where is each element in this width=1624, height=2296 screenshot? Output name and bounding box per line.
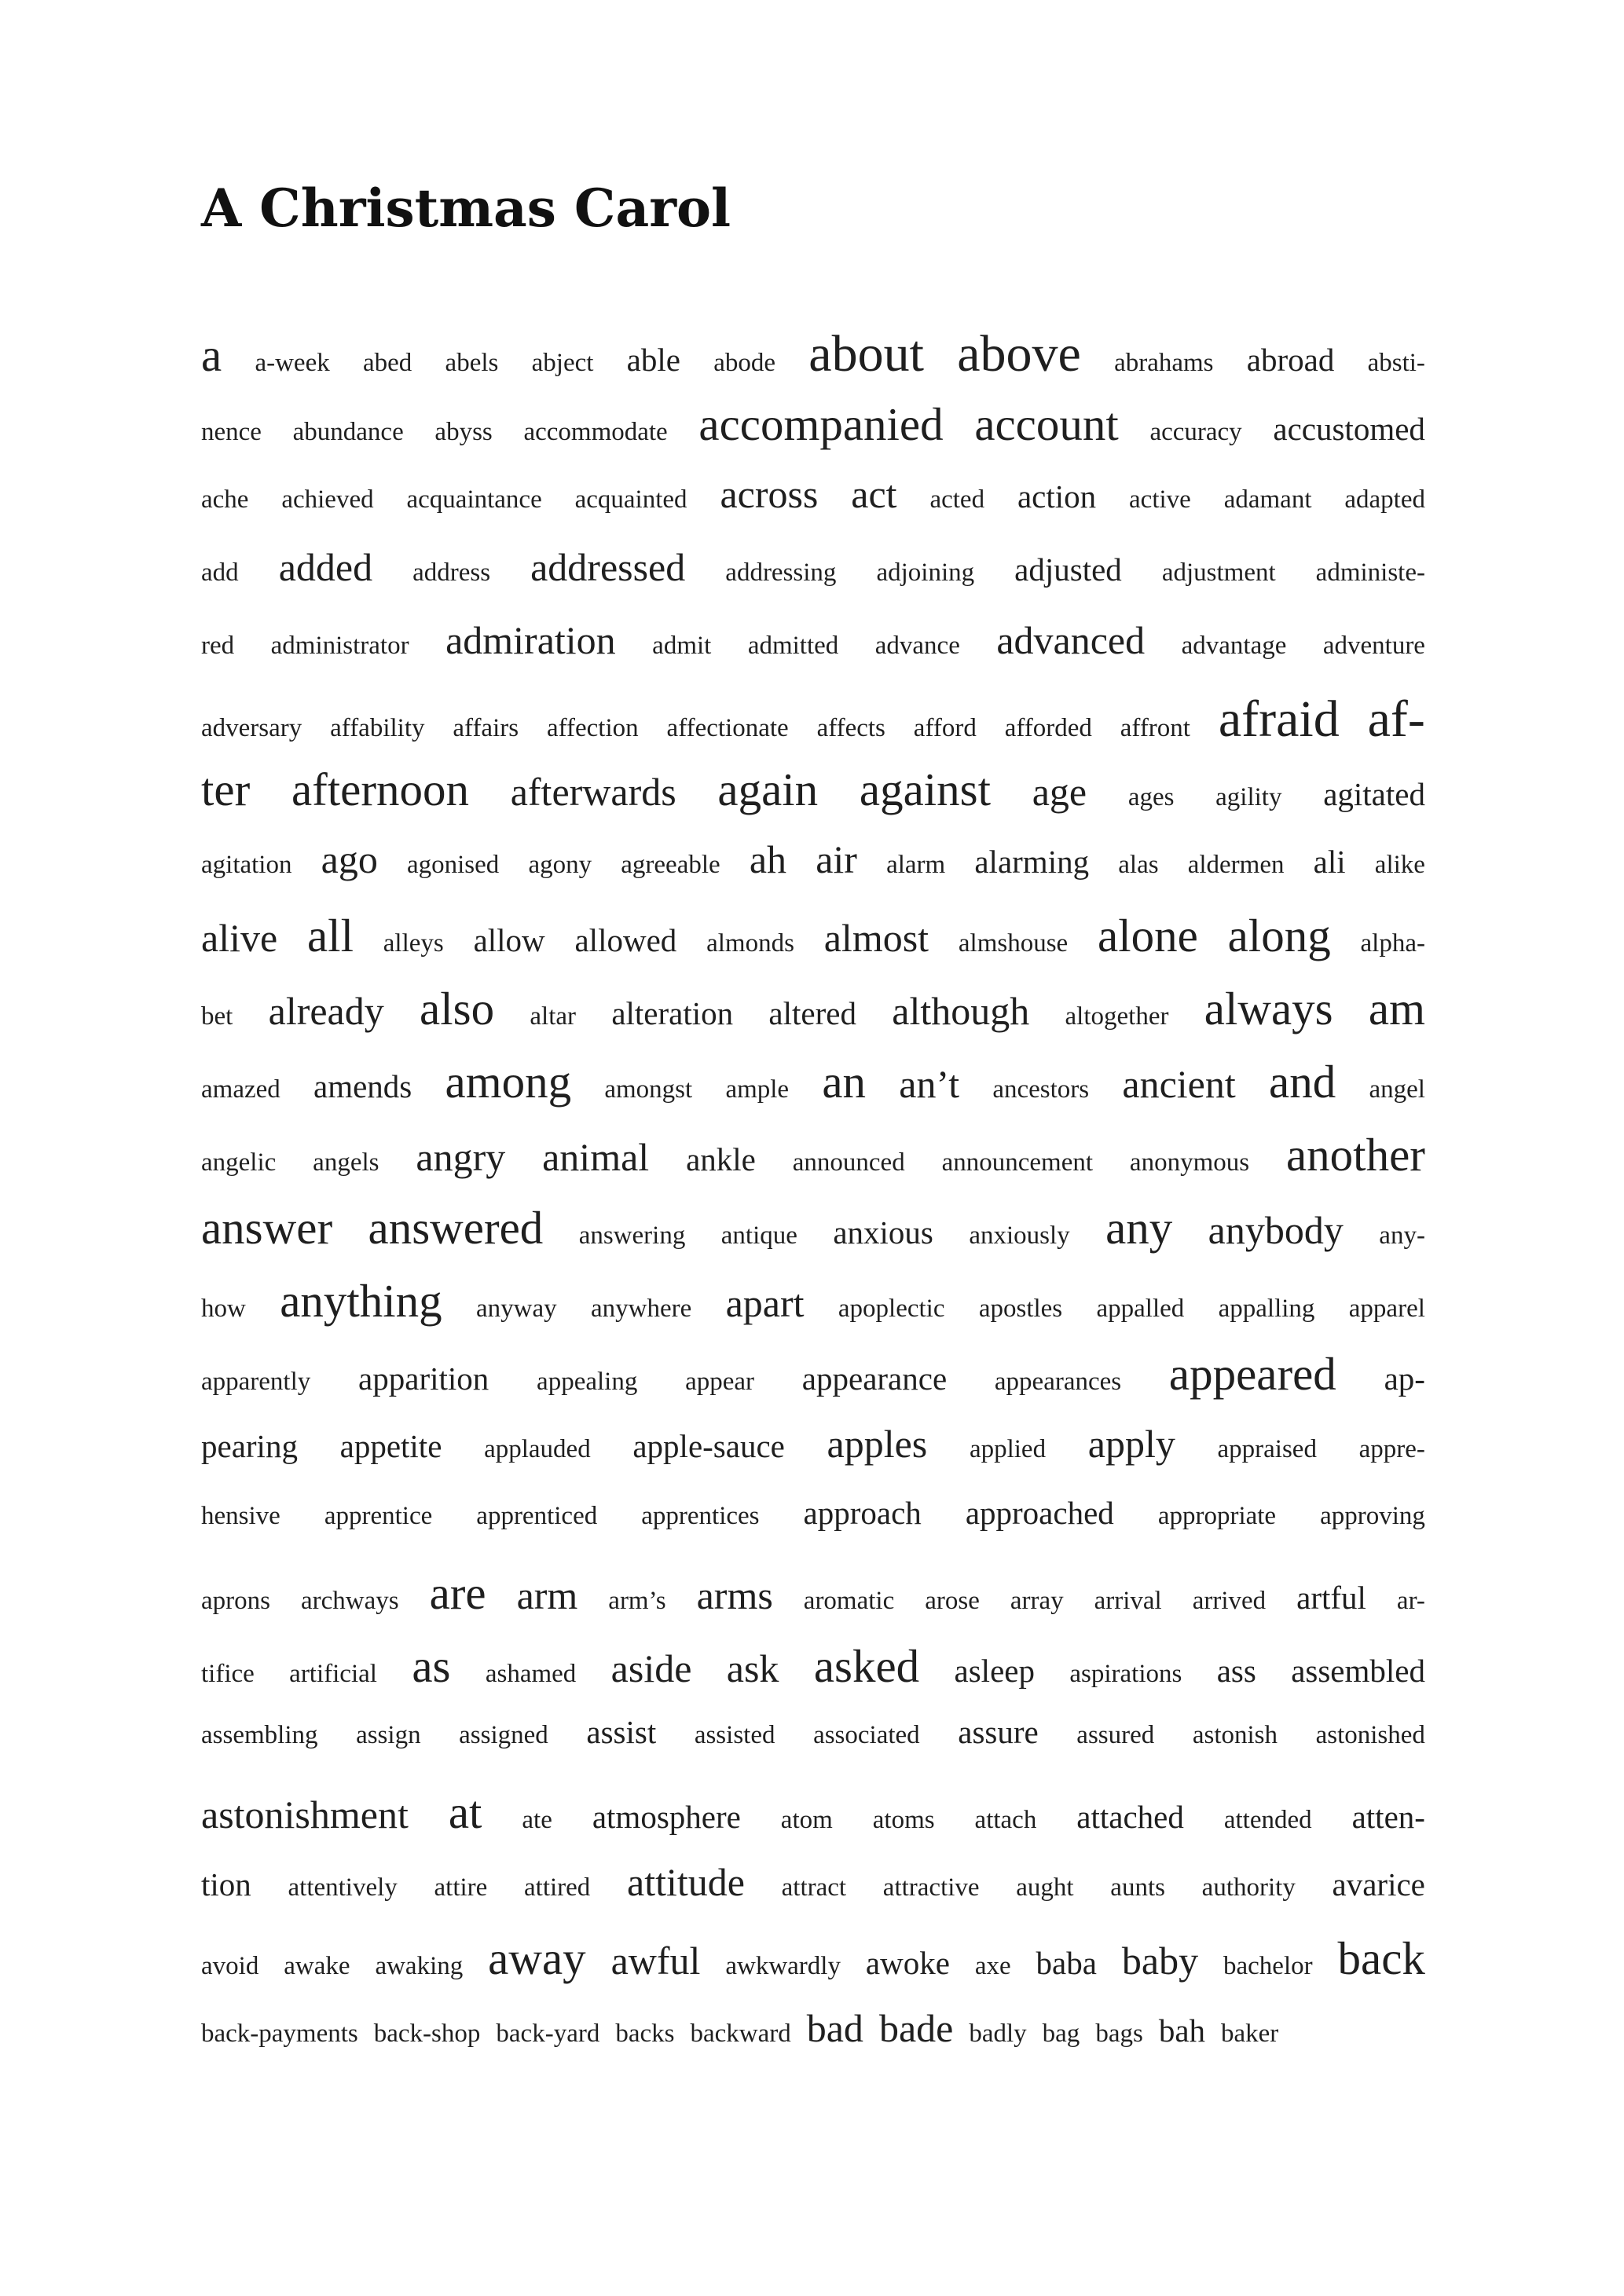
cloud-word: backs bbox=[615, 2020, 675, 2048]
cloud-word: bachelor bbox=[1223, 1952, 1313, 1980]
cloud-word: arm bbox=[516, 1573, 578, 1617]
cloud-word: adventure bbox=[1322, 632, 1425, 660]
cloud-word: tion bbox=[201, 1866, 251, 1902]
cloud-word: affront bbox=[1120, 714, 1190, 742]
cloud-word: adjustment bbox=[1161, 558, 1276, 587]
cloud-word: attentively bbox=[288, 1873, 398, 1902]
word-line bbox=[201, 1862, 1425, 1935]
word-line bbox=[201, 1640, 1425, 1716]
cloud-word: ter bbox=[201, 764, 251, 815]
cloud-word: attitude bbox=[627, 1860, 745, 1904]
cloud-word: afforded bbox=[1004, 714, 1092, 742]
cloud-word: altar bbox=[530, 1002, 577, 1031]
cloud-word: a bbox=[201, 329, 222, 381]
cloud-word: backward bbox=[690, 2020, 791, 2048]
cloud-word: aromatic bbox=[803, 1587, 895, 1615]
cloud-word: aught bbox=[1016, 1873, 1074, 1902]
cloud-word: any bbox=[1105, 1202, 1173, 1254]
cloud-word: aunts bbox=[1110, 1873, 1165, 1902]
cloud-word: assure bbox=[958, 1714, 1039, 1750]
cloud-word: alarming bbox=[974, 844, 1090, 880]
cloud-word: admitted bbox=[747, 632, 839, 660]
cloud-word: archways bbox=[300, 1587, 399, 1615]
cloud-word: angelic bbox=[201, 1148, 277, 1177]
cloud-word: adapted bbox=[1344, 485, 1425, 514]
cloud-word: away bbox=[488, 1932, 586, 1984]
cloud-word: an bbox=[822, 1056, 867, 1108]
cloud-word: again bbox=[717, 764, 819, 815]
cloud-word: appear bbox=[685, 1368, 755, 1396]
cloud-word: another bbox=[1285, 1129, 1425, 1181]
cloud-word: assign bbox=[356, 1721, 421, 1749]
cloud-word: a-week bbox=[255, 349, 330, 377]
cloud-word: among bbox=[445, 1056, 572, 1108]
cloud-word: already bbox=[268, 989, 384, 1033]
cloud-word: answered bbox=[368, 1202, 544, 1254]
cloud-word: adamant bbox=[1223, 485, 1312, 514]
cloud-word: administrator bbox=[270, 632, 409, 660]
cloud-word: although bbox=[892, 989, 1030, 1033]
cloud-word: array bbox=[1010, 1587, 1064, 1615]
cloud-word: action bbox=[1017, 478, 1097, 514]
cloud-word: an’t bbox=[899, 1062, 960, 1106]
cloud-word: anywhere bbox=[591, 1294, 692, 1323]
cloud-word: ages bbox=[1127, 783, 1175, 811]
cloud-word: abundance bbox=[292, 418, 404, 446]
word-line bbox=[201, 547, 1425, 621]
cloud-word: awaking bbox=[375, 1952, 464, 1980]
cloud-word: are bbox=[429, 1567, 486, 1619]
cloud-word: avarice bbox=[1332, 1866, 1425, 1902]
cloud-word: accompanied bbox=[698, 398, 944, 450]
cloud-word: announcement bbox=[941, 1148, 1094, 1177]
cloud-word: amends bbox=[313, 1068, 412, 1104]
cloud-word: almost bbox=[823, 916, 929, 960]
cloud-word: answer bbox=[201, 1202, 333, 1254]
cloud-word: red bbox=[201, 632, 235, 660]
cloud-word: abode bbox=[713, 349, 776, 377]
cloud-word: addressed bbox=[530, 545, 686, 589]
cloud-word: arrived bbox=[1192, 1587, 1267, 1615]
cloud-word: arose bbox=[925, 1587, 980, 1615]
cloud-word: arms bbox=[696, 1573, 773, 1617]
cloud-word: arm’s bbox=[608, 1587, 666, 1615]
cloud-word: assembling bbox=[201, 1721, 318, 1749]
cloud-word: acquainted bbox=[574, 485, 687, 514]
cloud-word: hensive bbox=[201, 1502, 280, 1530]
cloud-word: artful bbox=[1296, 1580, 1366, 1616]
cloud-word: ancient bbox=[1122, 1062, 1236, 1106]
word-line bbox=[201, 618, 1425, 694]
word-line bbox=[201, 837, 1425, 913]
word-line bbox=[201, 910, 1425, 986]
cloud-word: bag bbox=[1042, 2020, 1080, 2048]
word-line bbox=[201, 983, 1425, 1059]
cloud-word: age bbox=[1032, 770, 1087, 814]
cloud-word: agony bbox=[528, 851, 592, 879]
cloud-word: back bbox=[1337, 1932, 1425, 1984]
cloud-word: appropriate bbox=[1157, 1502, 1277, 1530]
cloud-word: added bbox=[278, 545, 373, 589]
cloud-word: and bbox=[1269, 1056, 1336, 1108]
cloud-word: admit bbox=[652, 632, 712, 660]
cloud-word: astonishment bbox=[201, 1792, 409, 1836]
cloud-word: along bbox=[1227, 910, 1331, 961]
cloud-word: affectionate bbox=[666, 714, 789, 742]
cloud-word: atmosphere bbox=[592, 1799, 741, 1835]
cloud-word: at bbox=[448, 1786, 482, 1838]
cloud-word: nence bbox=[201, 418, 262, 446]
cloud-word: ankle bbox=[686, 1141, 756, 1177]
cloud-word: apple-sauce bbox=[632, 1428, 785, 1464]
cloud-word: accommodate bbox=[523, 418, 668, 446]
cloud-word: abed bbox=[362, 349, 412, 377]
cloud-word: abroad bbox=[1246, 342, 1335, 378]
cloud-word: accuracy bbox=[1149, 418, 1242, 446]
word-line bbox=[201, 1348, 1425, 1424]
cloud-word: air bbox=[816, 837, 857, 881]
cloud-word: also bbox=[420, 983, 495, 1034]
word-line bbox=[201, 1716, 1425, 1789]
cloud-word: adjusted bbox=[1014, 551, 1122, 588]
cloud-word: bad bbox=[806, 2006, 863, 2050]
cloud-word: atoms bbox=[872, 1806, 935, 1834]
cloud-word: bet bbox=[201, 1002, 233, 1031]
cloud-word: ample bbox=[725, 1075, 790, 1104]
cloud-word: apart bbox=[725, 1281, 805, 1325]
cloud-word: alleys bbox=[383, 929, 444, 958]
cloud-word: across bbox=[720, 472, 819, 516]
cloud-word: anxious bbox=[833, 1214, 933, 1251]
cloud-word: bah bbox=[1158, 2012, 1206, 2049]
cloud-word: abrahams bbox=[1114, 349, 1214, 377]
cloud-word: applauded bbox=[484, 1435, 591, 1463]
cloud-word: agitation bbox=[201, 851, 292, 879]
cloud-word: almshouse bbox=[958, 929, 1069, 958]
cloud-word: add bbox=[201, 558, 239, 587]
cloud-word: acted bbox=[929, 485, 985, 514]
cloud-word: abject bbox=[531, 349, 594, 377]
cloud-word: all bbox=[306, 910, 354, 961]
cloud-word: ask bbox=[726, 1646, 779, 1690]
cloud-word: absti- bbox=[1367, 349, 1425, 377]
word-line bbox=[201, 1275, 1425, 1351]
cloud-word: agreeable bbox=[621, 851, 720, 879]
cloud-word: assist bbox=[586, 1714, 657, 1750]
cloud-word: act bbox=[851, 472, 897, 516]
cloud-word: apprenticed bbox=[476, 1502, 598, 1530]
cloud-word: alone bbox=[1098, 910, 1198, 961]
cloud-word: atom bbox=[780, 1806, 833, 1834]
cloud-word: afford bbox=[913, 714, 977, 742]
cloud-word: ali bbox=[1313, 844, 1346, 880]
cloud-word: ache bbox=[201, 485, 249, 514]
cloud-word: afternoon bbox=[291, 764, 469, 815]
cloud-word: alive bbox=[201, 916, 278, 960]
cloud-word: apparition bbox=[358, 1360, 489, 1397]
cloud-word: appalling bbox=[1218, 1294, 1315, 1323]
cloud-word: appearances bbox=[994, 1368, 1122, 1396]
cloud-word: back-payments bbox=[201, 2020, 358, 2048]
cloud-word: always bbox=[1204, 983, 1333, 1034]
cloud-word: tifice bbox=[201, 1660, 255, 1688]
cloud-word: ancestors bbox=[992, 1075, 1090, 1104]
cloud-word: against bbox=[859, 764, 992, 815]
cloud-word: astonished bbox=[1315, 1721, 1425, 1749]
cloud-word: appealing bbox=[537, 1368, 638, 1396]
cloud-word: advanced bbox=[996, 618, 1146, 662]
cloud-word: addressing bbox=[725, 558, 837, 587]
cloud-word: appalled bbox=[1096, 1294, 1185, 1323]
cloud-word: ago bbox=[321, 837, 378, 881]
cloud-word: authority bbox=[1201, 1873, 1296, 1902]
word-line bbox=[201, 398, 1425, 474]
word-line bbox=[201, 1202, 1425, 1278]
cloud-word: attractive bbox=[882, 1873, 980, 1902]
cloud-word: atten- bbox=[1351, 1799, 1425, 1835]
cloud-word: associated bbox=[813, 1721, 920, 1749]
cloud-word: astonish bbox=[1192, 1721, 1278, 1749]
cloud-word: account bbox=[974, 398, 1119, 450]
cloud-word: agitated bbox=[1323, 776, 1425, 812]
cloud-word: agonised bbox=[406, 851, 500, 879]
cloud-word: applied bbox=[969, 1435, 1047, 1463]
cloud-word: angry bbox=[416, 1135, 506, 1179]
word-cloud bbox=[201, 325, 1425, 2082]
cloud-word: asleep bbox=[954, 1653, 1035, 1689]
cloud-word: aprons bbox=[201, 1587, 270, 1615]
cloud-word: ate bbox=[522, 1806, 552, 1834]
cloud-word: anxiously bbox=[969, 1221, 1070, 1250]
word-line bbox=[201, 1786, 1425, 1862]
cloud-word: appraised bbox=[1217, 1435, 1317, 1463]
cloud-word: appearance bbox=[801, 1360, 948, 1397]
cloud-word: ar- bbox=[1396, 1587, 1425, 1615]
cloud-word: baker bbox=[1221, 2020, 1279, 2048]
cloud-word: about bbox=[808, 325, 924, 383]
cloud-word: any- bbox=[1379, 1221, 1425, 1250]
cloud-word: assembled bbox=[1291, 1653, 1425, 1689]
cloud-word: afterwards bbox=[510, 770, 676, 814]
cloud-word: aldermen bbox=[1187, 851, 1285, 879]
word-line bbox=[201, 1567, 1425, 1643]
cloud-word: apprentice bbox=[324, 1502, 433, 1530]
cloud-word: avoid bbox=[201, 1952, 259, 1980]
cloud-word: adversary bbox=[201, 714, 302, 742]
cloud-word: approving bbox=[1320, 1502, 1425, 1530]
cloud-word: agility bbox=[1215, 783, 1282, 811]
cloud-word: as bbox=[412, 1640, 451, 1692]
cloud-word: altogether bbox=[1065, 1002, 1169, 1031]
cloud-word: adjoining bbox=[876, 558, 975, 587]
cloud-word: back-yard bbox=[496, 2020, 600, 2048]
cloud-word: attached bbox=[1076, 1799, 1184, 1835]
cloud-word: attach bbox=[974, 1806, 1037, 1834]
word-line bbox=[201, 325, 1425, 401]
cloud-word: advance bbox=[874, 632, 960, 660]
cloud-word: awful bbox=[610, 1939, 701, 1983]
cloud-word: anonymous bbox=[1129, 1148, 1250, 1177]
cloud-word: aside bbox=[610, 1646, 692, 1690]
cloud-word: active bbox=[1129, 485, 1191, 514]
word-line bbox=[201, 1056, 1425, 1132]
cloud-word: approached bbox=[965, 1495, 1114, 1531]
word-line bbox=[201, 1497, 1425, 1570]
cloud-word: how bbox=[201, 1294, 246, 1323]
cloud-word: affairs bbox=[453, 714, 519, 742]
cloud-word: attended bbox=[1223, 1806, 1312, 1834]
word-line bbox=[201, 690, 1425, 767]
cloud-word: allow bbox=[473, 922, 545, 958]
cloud-word: altered bbox=[768, 995, 856, 1031]
cloud-word: animal bbox=[542, 1135, 650, 1179]
cloud-word: above bbox=[957, 325, 1081, 383]
word-line bbox=[201, 474, 1425, 547]
cloud-word: apples bbox=[827, 1422, 928, 1466]
cloud-word: apply bbox=[1087, 1422, 1175, 1466]
cloud-word: address bbox=[412, 558, 491, 587]
cloud-word: alike bbox=[1374, 851, 1425, 879]
document-title: A Christmas Carol bbox=[201, 178, 731, 239]
cloud-word: abyss bbox=[434, 418, 493, 446]
cloud-word: back-shop bbox=[373, 2020, 481, 2048]
cloud-word: affection bbox=[546, 714, 639, 742]
cloud-word: angel bbox=[1369, 1075, 1425, 1104]
cloud-word: achieved bbox=[281, 485, 374, 514]
cloud-word: acquaintance bbox=[406, 485, 542, 514]
cloud-word: ap- bbox=[1384, 1360, 1425, 1397]
cloud-word: awake bbox=[284, 1952, 350, 1980]
cloud-word: awkwardly bbox=[725, 1952, 841, 1980]
cloud-word: appetite bbox=[339, 1428, 442, 1464]
cloud-word: apparently bbox=[201, 1368, 311, 1396]
cloud-word: assisted bbox=[694, 1721, 775, 1749]
cloud-word: ah bbox=[749, 837, 787, 881]
cloud-word: alpha- bbox=[1360, 929, 1425, 958]
cloud-word: affability bbox=[330, 714, 425, 742]
cloud-word: aspirations bbox=[1069, 1660, 1182, 1688]
cloud-word: antique bbox=[720, 1221, 797, 1250]
cloud-word: approach bbox=[803, 1495, 922, 1531]
cloud-word: apostles bbox=[978, 1294, 1063, 1323]
cloud-word: arrival bbox=[1094, 1587, 1162, 1615]
cloud-word: amazed bbox=[201, 1075, 280, 1104]
cloud-word: awoke bbox=[865, 1945, 950, 1981]
cloud-word: bade bbox=[878, 2006, 954, 2050]
cloud-word: appeared bbox=[1168, 1348, 1336, 1400]
cloud-word: able bbox=[626, 342, 680, 378]
cloud-word: announced bbox=[792, 1148, 905, 1177]
cloud-word: pearing bbox=[201, 1428, 298, 1464]
word-line bbox=[201, 1424, 1425, 1497]
cloud-word: alas bbox=[1118, 851, 1159, 879]
cloud-word: appre- bbox=[1358, 1435, 1425, 1463]
word-line bbox=[201, 1932, 1425, 2009]
cloud-word: assured bbox=[1076, 1721, 1155, 1749]
cloud-word: ass bbox=[1216, 1653, 1256, 1689]
cloud-word: almonds bbox=[706, 929, 794, 958]
cloud-word: accustomed bbox=[1273, 411, 1425, 447]
cloud-word: bags bbox=[1095, 2020, 1143, 2048]
cloud-word: attire bbox=[434, 1873, 488, 1902]
cloud-word: anybody bbox=[1208, 1208, 1344, 1252]
cloud-word: anything bbox=[280, 1275, 442, 1327]
cloud-word: anyway bbox=[476, 1294, 557, 1323]
cloud-word: axe bbox=[974, 1952, 1011, 1980]
word-line bbox=[201, 2006, 1425, 2082]
cloud-word: administe- bbox=[1315, 558, 1425, 587]
cloud-word: admiration bbox=[445, 618, 616, 662]
cloud-word: angels bbox=[313, 1148, 379, 1177]
cloud-word: ashamed bbox=[485, 1660, 577, 1688]
cloud-word: amongst bbox=[604, 1075, 693, 1104]
cloud-word: assigned bbox=[459, 1721, 548, 1749]
cloud-word: advantage bbox=[1181, 632, 1287, 660]
cloud-word: apoplectic bbox=[838, 1294, 945, 1323]
word-line bbox=[201, 1129, 1425, 1205]
cloud-word: af- bbox=[1367, 690, 1425, 748]
cloud-word: badly bbox=[969, 2020, 1027, 2048]
cloud-word: apparel bbox=[1348, 1294, 1425, 1323]
cloud-word: asked bbox=[813, 1640, 920, 1692]
word-line bbox=[201, 764, 1425, 840]
cloud-word: answering bbox=[578, 1221, 686, 1250]
cloud-word: alarm bbox=[886, 851, 946, 879]
cloud-word: alteration bbox=[611, 995, 734, 1031]
cloud-word: attired bbox=[524, 1873, 591, 1902]
cloud-word: baba bbox=[1036, 1945, 1097, 1981]
cloud-word: affects bbox=[816, 714, 885, 742]
cloud-word: apprentices bbox=[641, 1502, 760, 1530]
cloud-word: allowed bbox=[574, 922, 677, 958]
cloud-word: afraid bbox=[1218, 690, 1340, 748]
cloud-word: baby bbox=[1121, 1939, 1199, 1983]
cloud-word: am bbox=[1368, 983, 1425, 1034]
cloud-word: artificial bbox=[289, 1660, 377, 1688]
cloud-word: abels bbox=[445, 349, 499, 377]
cloud-word: attract bbox=[781, 1873, 847, 1902]
